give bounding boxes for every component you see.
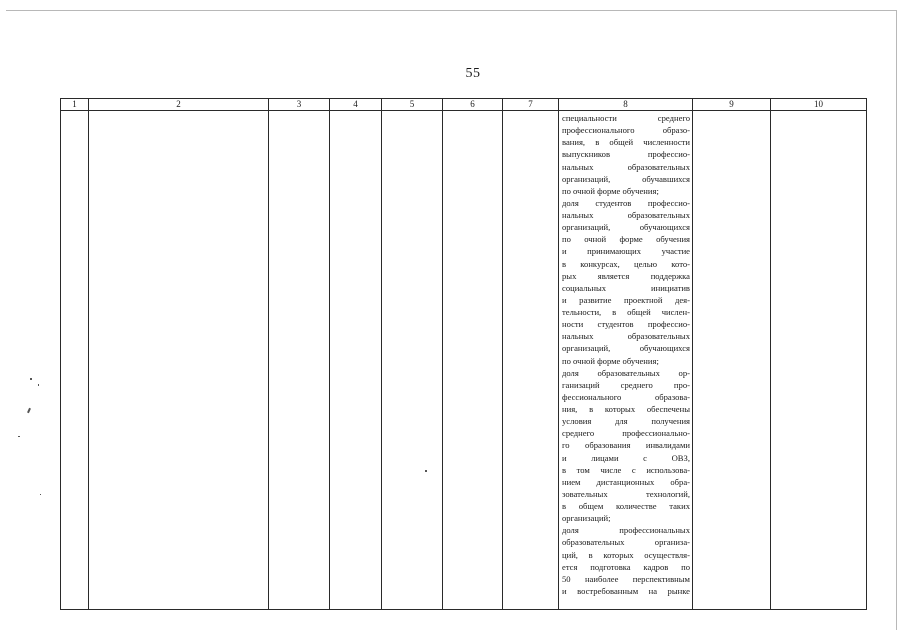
text-line: и востребованным на рынке — [562, 585, 690, 596]
text-line: го образования инвалидами — [562, 440, 690, 451]
text-line: вания, в общей численности — [562, 137, 690, 148]
text-line: и принимающих участие — [562, 246, 690, 257]
text-line: нальных образовательных — [562, 331, 690, 342]
text-line: организаций, обучающихся — [562, 222, 690, 233]
text-line: зовательных технологий, — [562, 488, 690, 499]
column-header-7: 7 — [503, 99, 559, 111]
text-line: 50 наиболее перспективным — [562, 573, 690, 584]
scan-speck — [425, 470, 427, 472]
cell-col-8 — [559, 111, 693, 610]
text-line: в общем количестве таких — [562, 501, 690, 511]
column-header-10: 10 — [771, 99, 867, 111]
cell-col-5 — [382, 111, 443, 610]
text-line: ния, в которых обеспечены — [562, 404, 690, 414]
text-line: нальных образовательных — [562, 161, 690, 172]
cell-col-1 — [61, 111, 89, 610]
text-line: ности студентов профессио- — [562, 319, 690, 330]
text-line: рых является поддержка — [562, 270, 690, 281]
column-header-6: 6 — [443, 99, 503, 111]
cell-col-2 — [89, 111, 269, 610]
text-line: в том числе с использова- — [562, 464, 690, 475]
cell-col-7 — [503, 111, 559, 610]
text-line: ций, в которых осуществля- — [562, 549, 690, 560]
table-header-row — [61, 99, 867, 111]
column-header-9: 9 — [693, 99, 771, 111]
text-line: нием дистанционных обра- — [562, 476, 690, 487]
text-line: организаций, обучающихся — [562, 343, 690, 354]
column-header-4: 4 — [330, 99, 382, 111]
text-line: выпускников профессио- — [562, 149, 690, 160]
cell-col-6 — [443, 111, 503, 610]
text-line: условия для получения — [562, 416, 690, 427]
column-header-2: 2 — [89, 99, 269, 111]
text-line: организаций; — [562, 513, 611, 524]
scan-speck — [40, 494, 41, 495]
data-table — [60, 98, 867, 610]
page-number: 55 — [465, 66, 481, 81]
column-header-8: 8 — [559, 99, 693, 111]
scan-speck — [38, 384, 39, 386]
text-line: организаций, обучавшихся — [562, 173, 690, 184]
cell-col-4 — [330, 111, 382, 610]
text-line: и лицами с ОВЗ, — [562, 452, 690, 463]
text-line: по очной форме обучения; — [562, 185, 659, 196]
text-line: по очной форме обучения — [562, 234, 690, 245]
text-line: и развитие проектной дея- — [562, 294, 690, 305]
scan-speck — [18, 436, 20, 437]
text-line: среднего профессионально- — [562, 428, 690, 439]
cell-col-9 — [693, 111, 771, 610]
text-line: доля студентов профессио- — [562, 197, 690, 208]
text-line: специальности среднего — [562, 113, 690, 123]
cell-col-10 — [771, 111, 867, 610]
text-line: по очной форме обучения; — [562, 355, 659, 366]
column-header-3: 3 — [269, 99, 330, 111]
column-header-5: 5 — [382, 99, 443, 111]
text-line: ется подготовка кадров по — [562, 561, 690, 572]
text-line: доля образовательных ор- — [562, 367, 690, 378]
indicator-text — [559, 111, 692, 609]
text-line: социальных инициатив — [562, 282, 690, 293]
cell-col-3 — [269, 111, 330, 610]
text-line: тельности, в общей числен- — [562, 307, 690, 317]
text-line: фессионального образова- — [562, 391, 690, 402]
table-row — [61, 111, 867, 610]
text-line: образовательных организа- — [562, 537, 690, 548]
column-header-1: 1 — [61, 99, 89, 111]
text-line: в конкурсах, целью кото- — [562, 258, 690, 269]
text-line: нальных образовательных — [562, 210, 690, 220]
text-line: доля профессиональных — [562, 525, 690, 536]
text-line: ганизаций среднего про- — [562, 379, 690, 390]
text-line: профессионального образо- — [562, 125, 690, 136]
scan-speck — [30, 378, 32, 380]
